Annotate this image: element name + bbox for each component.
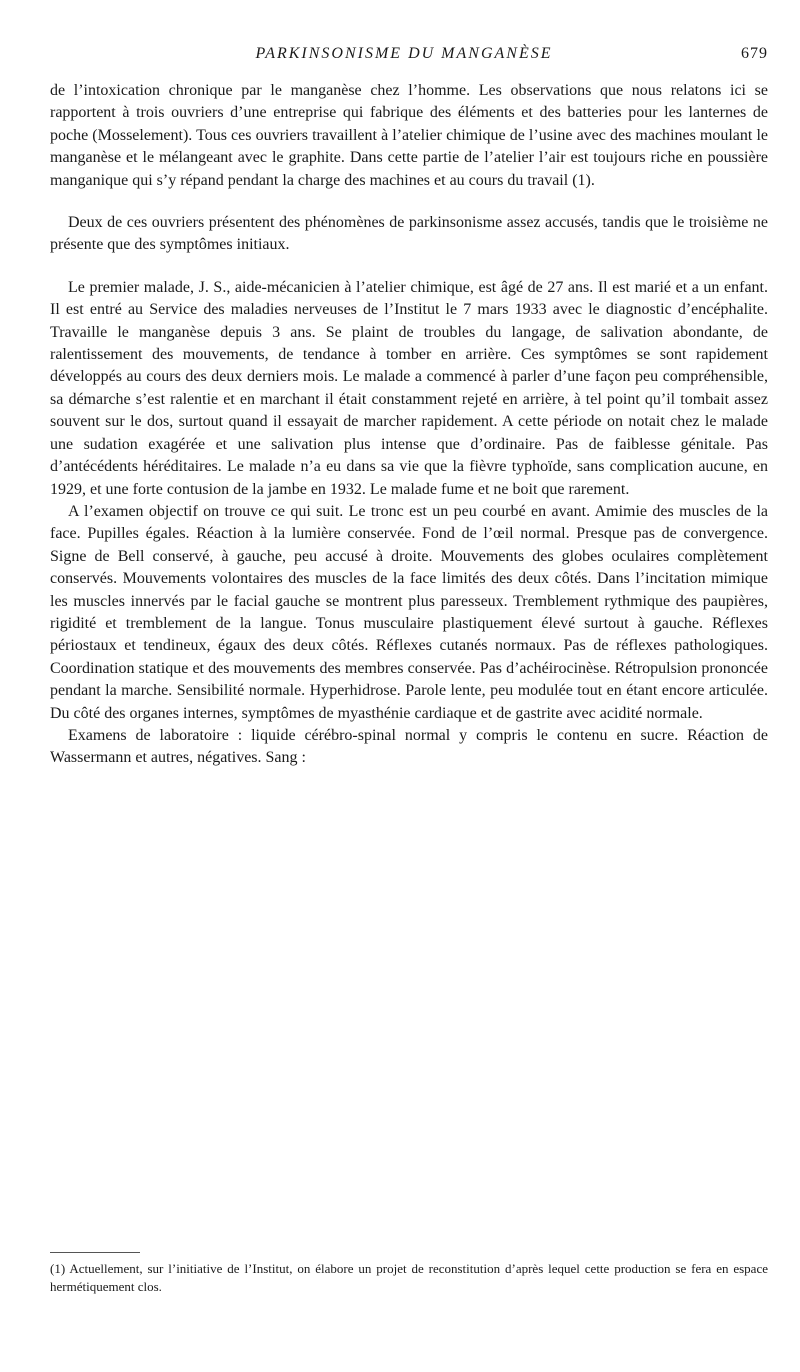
- running-title: PARKINSONISME DU MANGANÈSE: [255, 45, 553, 62]
- paragraph-summary: Deux de ces ouvriers présentent des phénomènes de parkinsonisme assez accusés, tandis que le troisième ne présente que des symptômes initiaux.: [50, 214, 768, 254]
- footnote: (1) Actuellement, sur l’initiative de l’Institut, on élabore un projet de reconstitution d’après lequel cette production se fera en espace hermétiquement clos.: [50, 1261, 768, 1294]
- body-text: [50, 80, 768, 770]
- paragraph-examination: A l’examen objectif on trouve ce qui suit. Le tronc est un peu courbé en avant. Amimie des muscles de la face. Pupilles égales. Réaction à la lumière conservée. Fond de l’œil normal. Presque pas de convergence. Signe de Bell conservé, à gauche, peu accusé à droite. Mouvements des globes oculaires complètement conservés. Mouvements volontaires des muscles de la face limités des deux côtés. Dans l’incitation mimique les muscles innervés par le facial gauche se montrent plus paresseux. Tremblement rythmique des paupières, rigidité et tremblement de la langue. Tonus musculaire plastiquement élevé surtout à gauche. Réflexes périostaux et tendineux, égaux des deux côtés. Réflexes cutanés normaux. Pas de réflexes pathologiques. Coordination statique et des mouvements des membres conservée. Pas d’achéirocinèse. Rétropulsion prononcée pendant la marche. Sensibilité normale. Hyperhidrose. Parole lente, peu modulée tout en étant encore articulée. Du côté des organes internes, symptômes de myasthénie cardiaque et de gastrite avec acidité normale.: [50, 502, 768, 722]
- paragraph-intro: de l’intoxication chronique par le manganèse chez l’homme. Les observations que nous relatons ici se rapportent à trois ouvriers d’une entreprise qui fabrique des éléments et des batteries pour les lanternes de poche (Mosselement). Tous ces ouvriers travaillent à l’atelier chimique de l’usine avec des machines moulant le manganèse et le mélangeant avec le graphite. Dans cette partie de l’atelier l’air est toujours riche en poussière manganique qui s’y répand pendant la charge des machines et au cours du travail (1).: [50, 82, 768, 189]
- footnote-divider: [50, 1252, 140, 1253]
- page-number: 679: [741, 45, 768, 62]
- page-header: [40, 45, 768, 69]
- paragraph-case-history: Le premier malade, J. S., aide-mécanicien à l’atelier chimique, est âgé de 27 ans. Il est marié et a un enfant. Il est entré au Service des maladies nerveuses de l’Institut le 7 mars 1933 avec le diagnostic d’encéphalite. Travaille le manganèse depuis 3 ans. Se plaint de troubles du langage, de salivation abondante, de ralentissement des mouvements, de tendance à tomber en arrière. Ces symptômes se sont rapidement développés au cours des deux derniers mois. Le malade a commencé à parler d’une façon peu compréhensible, sa démarche s’est ralentie et en marchant il était constamment rejeté en arrière, à tel point qu’il tombait assez souvent sur le dos, surtout quand il essayait de marcher rapidement. A cette période on notait chez le malade une sudation exagérée et une salivation plus intense que d’ordinaire. Pas de faiblesse génitale. Pas d’antécédents héréditaires. Le malade n’a eu dans sa vie que la fièvre typhoïde, sans complication aucune, en 1929, et une forte contusion de la jambe en 1932. Le malade fume et ne boit que rarement.: [50, 278, 768, 498]
- paragraph-lab-tests: Examens de laboratoire : liquide cérébro-spinal normal y compris le contenu en sucre. Réaction de Wassermann et autres, négatives. Sang :: [50, 726, 768, 767]
